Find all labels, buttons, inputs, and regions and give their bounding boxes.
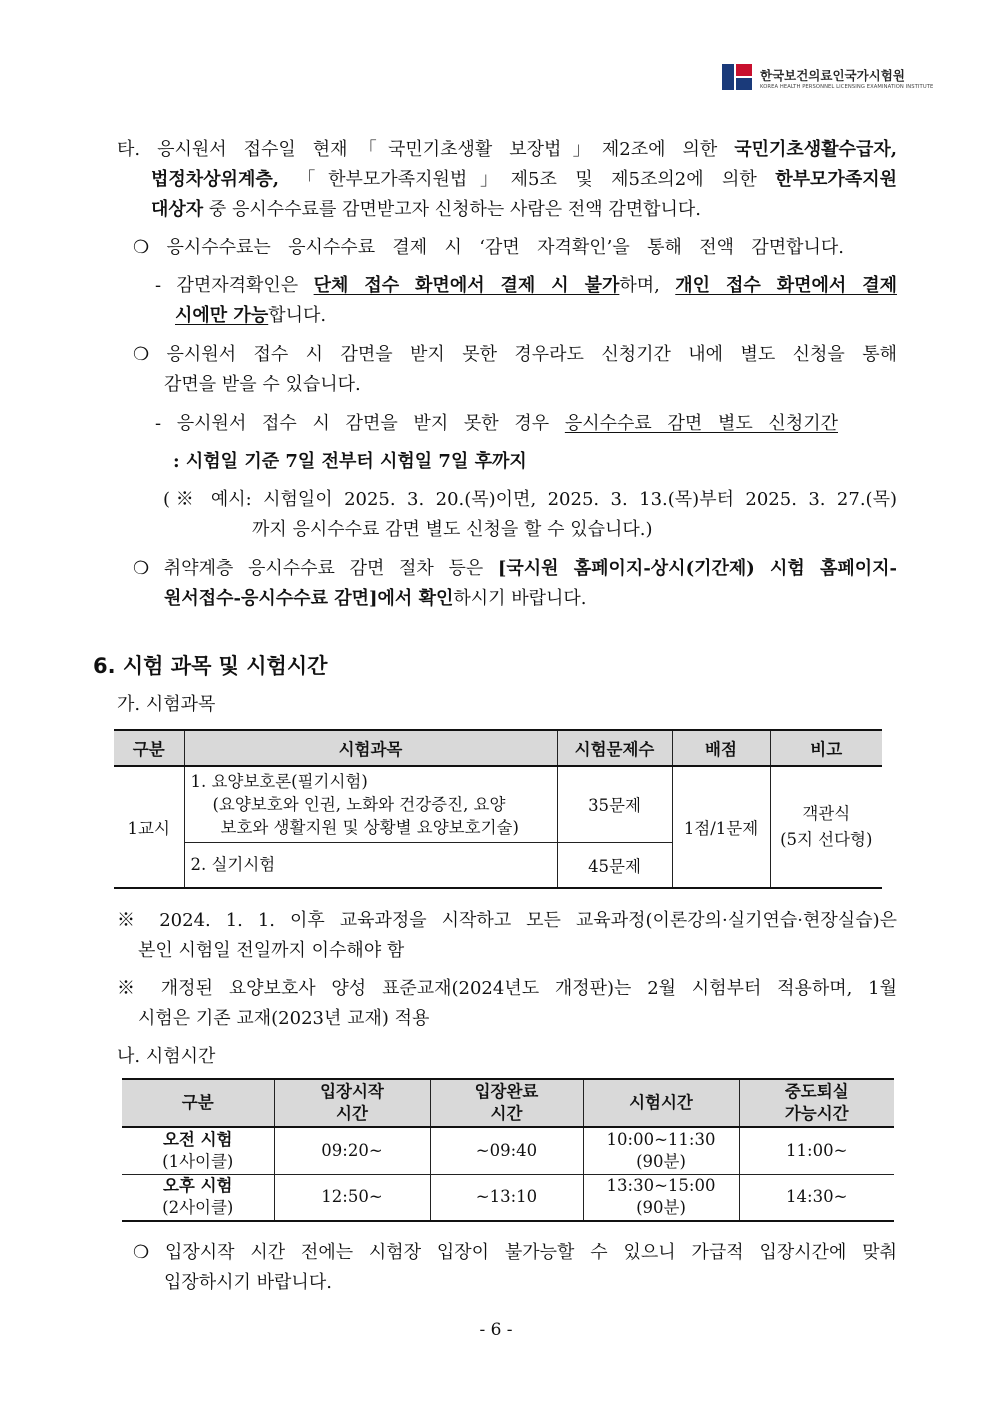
para-ta-line2: 법정차상위계층, 「한부모가족지원법」제5조 및 제5조의2에 의한 한부모가족지원	[151, 169, 897, 190]
final-bullet-line2: 입장하시기 바랍니다.	[164, 1272, 332, 1293]
bullet-vulnerable-line2: 원서접수-응시수수료 감면]에서 확인하시기 바랍니다.	[164, 588, 587, 609]
entry-end: ~09:40	[430, 1127, 583, 1174]
final-bullet-line1: ❍ 입장시작 시간 전에는 시험장 입장이 불가능할 수 있으니 가급적 입장시간에 맞춰	[133, 1242, 897, 1263]
score-cell: 1점/1문제	[672, 766, 770, 888]
org-name-kr: 한국보건의료인국가시험원	[760, 68, 905, 83]
early-exit: 11:00~	[739, 1127, 894, 1174]
bullet-separate-request-line2: 감면을 받을 수 있습니다.	[164, 374, 361, 395]
table-row	[122, 1127, 894, 1174]
note-1-line2: 본인 시험일 전일까지 이수해야 함	[138, 940, 405, 961]
table-header: 중도퇴실 가능시간	[739, 1079, 894, 1127]
exam-time-table	[122, 1078, 894, 1222]
subject-2-cell: 2. 실기시험	[184, 842, 557, 888]
subject-2-count: 45문제	[557, 842, 672, 888]
subject-1-count: 35문제	[557, 766, 672, 842]
page-number: - 6 -	[479, 1320, 513, 1340]
example-note-line1: (※ 예시: 시험일이 2025. 3. 20.(목)이면, 2025. 3. 13.(목)부터 2025. 3. 27.(목)	[163, 489, 897, 510]
para-ta-line1: 타. 응시원서 접수일 현재「국민기초생활 보장법」제2조에 의한 국민기초생활수급자,	[117, 139, 897, 160]
note-2-line2: 시험은 기존 교재(2023년 교재) 적용	[138, 1008, 430, 1029]
exam-time: 10:00~11:30 (90분)	[583, 1127, 739, 1174]
exam-time: 13:30~15:00 (90분)	[583, 1174, 739, 1221]
table-header: 입장시작 시간	[274, 1079, 430, 1127]
org-logo	[720, 60, 933, 96]
org-name-en: KOREA HEALTH PERSONNEL LICENSING EXAMINATION INSTITUTE	[760, 84, 934, 90]
subsection-subjects: 가. 시험과목	[117, 694, 216, 715]
table-header: 시험시간	[583, 1079, 739, 1127]
session-name: 오후 시험 (2사이클)	[122, 1174, 274, 1221]
bullet-fee-exemption: ❍ 응시수수료는 응시수수료 결제 시 ‘감면 자격확인’을 통해 전액 감면합니다.	[133, 237, 844, 258]
table-header: 시험과목	[184, 730, 557, 766]
entry-start: 09:20~	[274, 1127, 430, 1174]
note-cell: 객관식 (5지 선다형)	[770, 766, 882, 888]
entry-end: ~13:10	[430, 1174, 583, 1221]
bullet-fee-sub-line1: - 감면자격확인은 단체 접수 화면에서 결제 시 불가하며, 개인 접수 화면에서 결제	[155, 275, 897, 296]
subsection-times: 나. 시험시간	[117, 1046, 216, 1067]
period-cell: 1교시	[114, 766, 184, 888]
table-header: 입장완료 시간	[430, 1079, 583, 1127]
section-6-title: 6. 시험 과목 및 시험시간	[93, 654, 328, 678]
entry-start: 12:50~	[274, 1174, 430, 1221]
para-ta-line3: 대상자 중 응시수수료를 감면받고자 신청하는 사람은 전액 감면합니다.	[151, 199, 702, 220]
table-row	[122, 1174, 894, 1221]
example-note-line2: 까지 응시수수료 감면 별도 신청을 할 수 있습니다.)	[252, 519, 653, 540]
table-header: 비고	[770, 730, 882, 766]
note-1-line1: ※ 2024. 1. 1. 이후 교육과정을 시작하고 모든 교육과정(이론강의·실기연습·현장실습)은	[117, 910, 897, 931]
separate-request-period: : 시험일 기준 7일 전부터 시험일 7일 후까지	[173, 451, 527, 472]
subject-1-cell: 1. 요양보호론(필기시험) (요양보호와 인권, 노화와 건강증진, 요양 보호와 생활지원 및 상황별 요양보호기술)	[184, 766, 557, 842]
org-logo-mark-icon	[720, 60, 756, 96]
early-exit: 14:30~	[739, 1174, 894, 1221]
note-2-line1: ※ 개정된 요양보호사 양성 표준교재(2024년도 개정판)는 2월 시험부터 적용하며, 1월	[117, 978, 897, 999]
subjects-table	[114, 729, 882, 889]
bullet-fee-sub-line2: 시에만 가능합니다.	[175, 305, 327, 326]
table-header: 구분	[114, 730, 184, 766]
table-header: 배점	[672, 730, 770, 766]
table-header: 구분	[122, 1079, 274, 1127]
separate-request-period-label: - 응시원서 접수 시 감면을 받지 못한 경우 응시수수료 감면 별도 신청기간	[155, 413, 838, 434]
session-name: 오전 시험 (1사이클)	[122, 1127, 274, 1174]
table-header: 시험문제수	[557, 730, 672, 766]
bullet-separate-request-line1: ❍ 응시원서 접수 시 감면을 받지 못한 경우라도 신청기간 내에 별도 신청을 통해	[133, 344, 897, 365]
bullet-vulnerable-line1: ❍ 취약계층 응시수수료 감면 절차 등은 [국시원 홈페이지-상시(기간제) 시험 홈페이지-	[133, 558, 897, 579]
